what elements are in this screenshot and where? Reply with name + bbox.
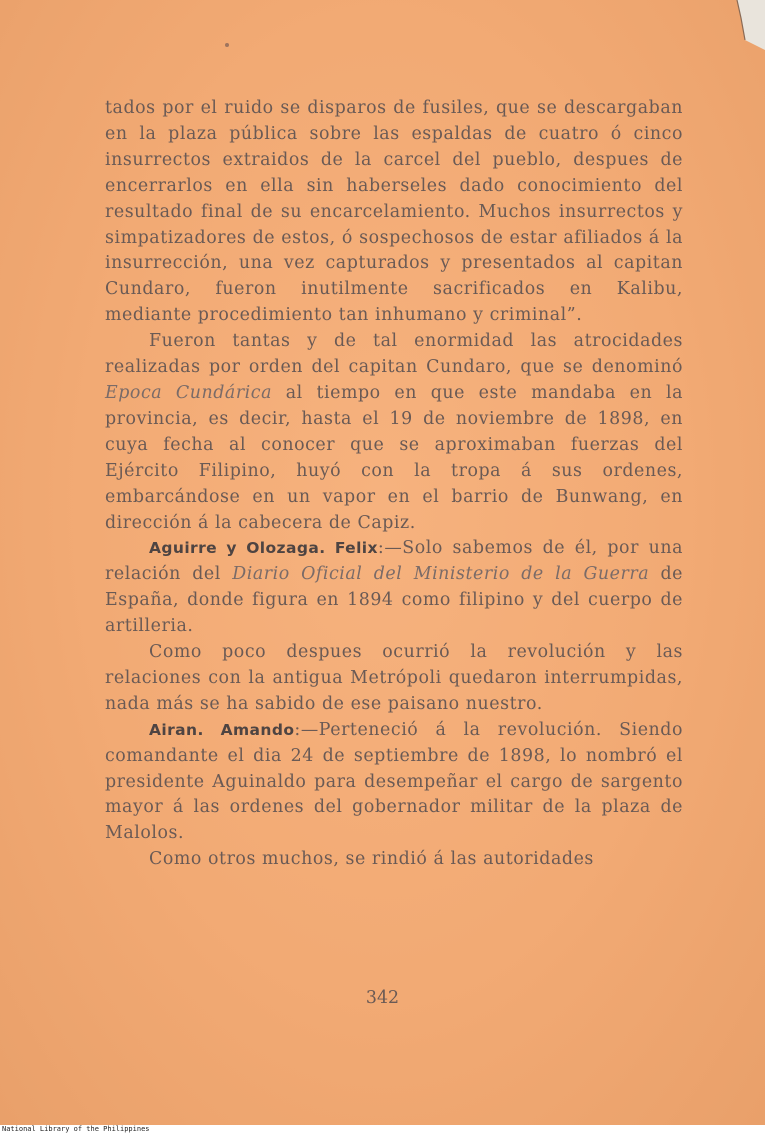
page-text [105,96,683,873]
italic-source-title: Diario Oficial del Ministerio de la Guerra [232,564,650,585]
text-run: de España, donde figura en 1894 como filipino y del cuerpo de artilleria. [105,564,683,637]
text-run: Fueron tantas y de tal enormidad las atrocidades realizadas por orden del capitan Cundaro, que se denominó [105,331,683,378]
paragraph-2 [105,329,683,536]
entry-name: Aguirre y Olozaga. Felix [149,539,378,558]
entry-airan [105,718,683,848]
paragraph-4 [105,640,683,718]
text-run: :—Solo sabemos de él, por una relación del [105,538,683,585]
paragraph-6 [105,847,683,873]
text-run: tados por el ruido se disparos de fusiles, que se descargaban en la plaza pública sobre las espaldas de cuatro ó cinco insurrectos extraidos de la carcel del pueblo, despues de encerrarlos en ella sin haberseles dado conocimiento del resultado final de su encarcelamiento. Muchos insurrectos y simpatizadores de estos, ó sospechosos de estar afiliados á la insurrección, una vez capturados y presentados al capitan Cundaro, fueron inutilmente sacrificados en Kalibu, mediante procedimiento tan inhumano y criminal”. [105,98,683,326]
text-run: :—Perteneció á la revolución. Siendo comandante el dia 24 de septiembre de 1898, lo nombró el presidente Aguinaldo para desempeñar el cargo de sargento mayor á las ordenes del gobernador militar de la plaza de Malolos. [105,719,683,844]
italic-term: Epoca Cundárica [105,382,273,403]
text-run: Como poco despues ocurrió la revolución y las relaciones con la antigua Metrópoli quedaron interrumpidas, nada más se ha sabido de ese paisano nuestro. [105,642,683,714]
entry-aguirre [105,536,683,640]
text-run: Como otros muchos, se rindió á las autoridades [149,849,594,870]
page-corner-tear [735,0,765,50]
ink-speck [225,43,229,47]
text-run: al tiempo en que este mandaba en la provincia, es decir, hasta el 19 de noviembre de 1898, en cuya fecha al conocer que se aproximaban fuerzas del Ejército Filipino, huyó con la tropa á sus ordenes, embarcándose en un vapor en el barrio de Bunwang, en dirección á la cabecera de Capiz. [105,382,684,533]
entry-name: Airan. Amando [149,720,295,739]
paragraph-1 [105,96,683,329]
library-credit: National Library of the Philippines [2,1125,150,1133]
page-number: 342 [365,988,400,1008]
